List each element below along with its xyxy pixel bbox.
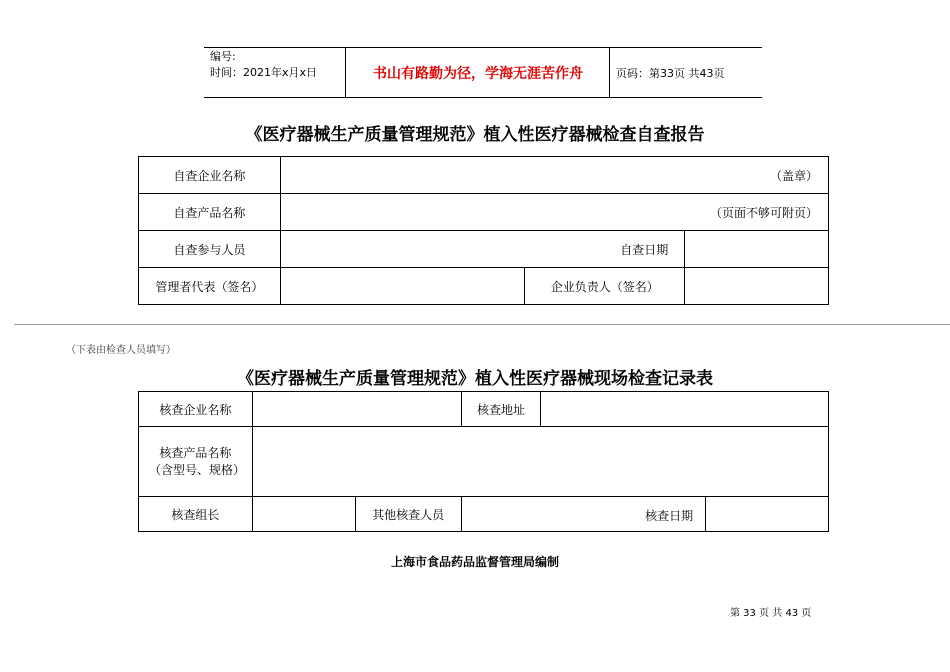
inspect-address-field[interactable] (541, 392, 829, 427)
product-label: 自查产品名称 (139, 194, 281, 231)
header-meta (204, 48, 346, 97)
self-check-date-field[interactable] (685, 231, 829, 268)
seal-note: （盖章） (769, 168, 818, 183)
header-page-info: 页码：第33页 共43页 (616, 66, 725, 80)
participants-label: 自查参与人员 (139, 231, 281, 268)
other-inspectors-field[interactable] (461, 497, 706, 532)
code-label: 编号: (210, 50, 236, 63)
issuing-organization: 上海市食品药品监督管理局编制 (390, 555, 559, 569)
leader-field[interactable] (252, 497, 355, 532)
product-field[interactable] (280, 194, 828, 231)
inspect-date-field[interactable] (706, 497, 829, 532)
leader-label: 核查组长 (139, 497, 253, 532)
inspect-address-label: 核查地址 (461, 392, 541, 427)
time-label: 时间：2021年x月x日 (210, 66, 318, 79)
head-signature-field[interactable] (685, 268, 829, 305)
page-number: 第 33 页 共 43 页 (730, 608, 812, 619)
other-inspectors-label: 其他核查人员 (355, 497, 461, 532)
inspector-note: （下表由检查人员填写） (66, 345, 176, 356)
document-header (204, 47, 762, 98)
inspect-product-field[interactable] (252, 427, 828, 497)
inspect-date-label: 核查日期 (645, 509, 694, 523)
self-check-table (138, 156, 829, 305)
self-check-date-label: 自查日期 (620, 243, 669, 257)
inspect-product-label: 核查产品名称（含型号、规格） (139, 427, 253, 497)
rep-signature-label: 管理者代表（签名） (139, 268, 281, 305)
inspection-record-table (138, 391, 829, 532)
section-divider (14, 324, 950, 325)
rep-signature-field[interactable] (280, 268, 525, 305)
company-label: 自查企业名称 (139, 157, 281, 194)
header-motto: 书山有路勤为径，学海无涯苦作舟 (347, 48, 610, 97)
attach-note: （页面不够可附页） (709, 205, 818, 220)
inspect-company-field[interactable] (252, 392, 461, 427)
record-title: 《医疗器械生产质量管理规范》植入性医疗器械现场检查记录表 (237, 369, 713, 389)
head-signature-label: 企业负责人（签名） (525, 268, 685, 305)
inspect-company-label: 核查企业名称 (139, 392, 253, 427)
participants-field[interactable] (280, 231, 684, 268)
report-title: 《医疗器械生产质量管理规范》植入性医疗器械检查自查报告 (245, 125, 705, 145)
company-field[interactable] (280, 157, 828, 194)
